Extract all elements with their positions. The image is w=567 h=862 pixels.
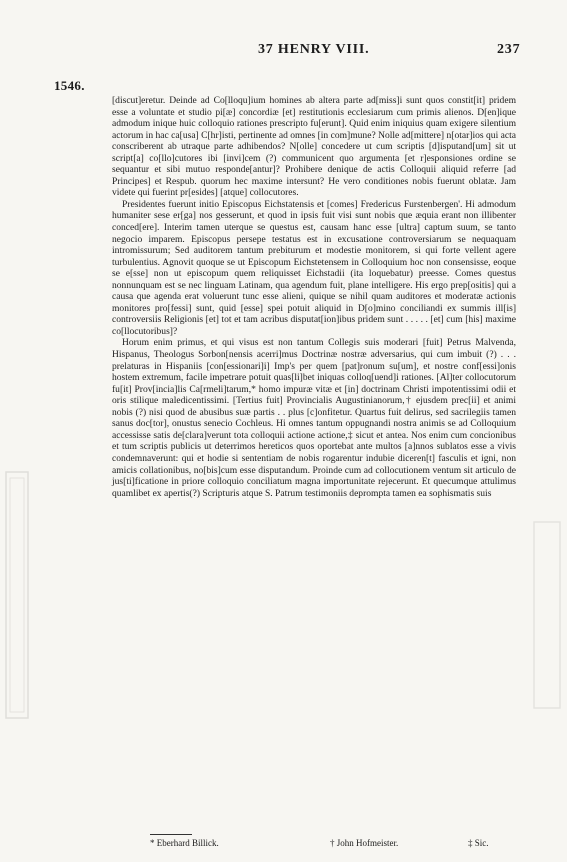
margin-year: 1546.	[54, 78, 85, 93]
paragraph: Horum enim primus, et qui visus est non tantum Collegis suis moderari [fuit] Petrus Malvenda, Hispanus, Theologus Sorbon[nensis acerri]mus Doctrinæ nostræ adversarius, qui cum imbuit (?) . . . prelaturas in Hispaniis [con[essionari]i] Imp's per quem [pat]ronum su[um], et nostre conf[essi]onis hostem extremum, facile impetrare potuit quas[li]bet iniquas colloq[uend]i rationes. [Al]ter collocutorum fu[it] Prov[incia]lis Ca[rmeli]tarum,* homo impuræ vitæ et [in] doctrinam Christi impotentissimi odii et oris stilique maledicentissimi. [Tertius fuit] Provincialis Augustinianorum,† ejusdem prec[ii] et animi nobis (?) nisi quod de abusibus suæ partis . . plus [c]onfitetur. Quartus fuit delirus, sed sacrilegiis tamen sanus doc[tor], onustus senecio Cochleus. Hi omnes tantum oppugnandi nostra animis se ad Colloquium accessisse satis de[clara]verunt tota colloquii actione actione,‡ sicut et antea. Nos enim cum concionibus et tum scriptis publicis ut deterrimos hereticos quos oportebat ante multos [a]nnos sublatos esse a vivis condemnaverunt: qui et hodie si sententiam de nobis rogarentur indubie diceren[t] fasculis et igni, non amicis collationibus, no[bis]cum esse disputandum. Proinde cum ad collocutionem ventum sit articulo de jus[ti]ficatione in priore colloquio conciliatum magna importunitate rejecerunt. Et quecumque attulimus quamlibet ex apertis(?) Scripturis atque S. Patrum testimoniis deprompta tamen ea sophismatis suis	[112, 337, 516, 499]
footnote: * Eberhard Billick.	[150, 838, 219, 848]
footnote: ‡ Sic.	[468, 838, 489, 848]
body-text	[112, 95, 516, 499]
running-title: 37 HENRY VIII.	[258, 42, 370, 57]
footnote: † John Hofmeister.	[330, 838, 399, 848]
paragraph: [discut]eretur. Deinde ad Co[lloqu]ium homines ab altera parte ad[miss]i sunt quos constit[it] pridem esse a voluntate et studio pi[æ] concordiæ [et] restitutionis ecclesiarum cum primis alienos. D[en]ique admodum inique huic colloquio rationes prescripto fu[erunt]. Quid enim iniquius quam exigere silentium actorum in hac ca[usa] C[hr]isti, pertinente ad omnes [in com]mune? Nolle ad[mittere] n[otar]ios qui acta conscriberent ab utraque parte adhibendos? N[olle] concedere ut cum scriptis [d]isputand[um] sit ut script[a] co[llo]cutores ibi [invi]cem (?) communicent quo argumenta [et r]esponsiones ordine se sequantur et sibi mutuo responde[antur]? Prohibere denique de actis Colloquii aliquid referre [ad Principes] et Respub. quorum hec maxime intersunt? He vero conditiones nobis fuerunt oblatæ. Jam videte qui fuerint pr[esides] [atque] collocutores.	[112, 95, 516, 199]
library-stamp-watermark	[532, 520, 562, 710]
page-number: 237	[497, 42, 521, 57]
footnote-rule	[150, 834, 192, 835]
running-header	[0, 42, 567, 60]
paragraph: Presidentes fuerunt initio Episcopus Eichstatensis et [comes] Fredericus Furstenbergen'. Hi admodum humaniter sese er[ga] nos gesserunt, et quod in ipsis fuit visi sunt nobis que æquia erant non illibenter conced[ere]. Interim tamen uterque se questus est, causam hanc esse [ultra] captum suum, se tanto negocio imparem. Episcopus persepe testatus est in excusatione controversiarum se nequaquam intromissurum; Sed auditorem tantum prebiturum et modestie monitorem, si qui forte vellent agere turbulentius. Agnovit quoque se ut Episcopum Eichstetensem in Colloquium hoc non consensisse, eoque se e[sse] non ut episcopum quem reliquisset Eichstadii (ita loquebatur) preesse. Comes questus nonnunquam est se nec linguam Latinam, qua agendum fuit, plane intelligere. His ergo prep[ositis] qui a causa que agenda erat voluerunt tunc esse alieni, quique se nihil quam auditores et moderatæ actionis monitores pro[fessi] sunt, quid [esse] spei potuit aliquid in D[o]mino conciliandi ex summis ill[is] controversiis Religionis [et] tot et tam acribus disputat[ion]ibus pridem sunt . . . . . [et] cum [his] maxime co[llocutoribus]?	[112, 198, 516, 337]
library-stamp-watermark	[4, 470, 30, 720]
